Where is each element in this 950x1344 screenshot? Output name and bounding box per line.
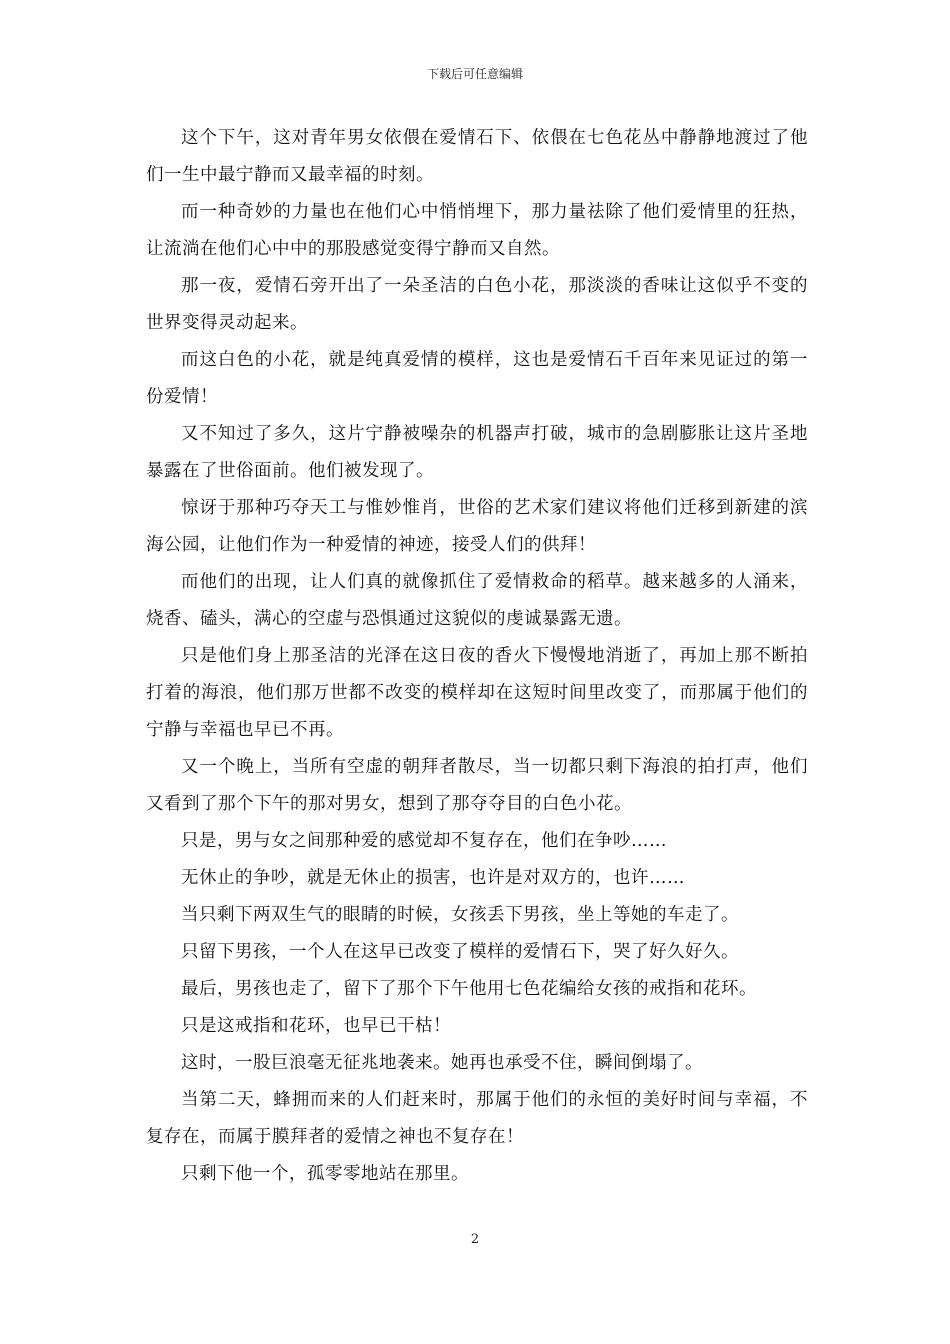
page-header: 下载后可任意编辑 <box>426 67 523 81</box>
paragraph: 无休止的争吵，就是无休止的损害，也许是对双方的，也许…… <box>181 868 685 888</box>
paragraph: 这个下午，这对青年男女依偎在爱情石下、依偎在七色花丛中静静地渡过了他们一生中最宁静而又最幸福的时刻。 <box>146 128 808 185</box>
paragraph: 而一种奇妙的力量也在他们心中悄悄埋下，那力量祛除了他们爱情里的狂热，让流淌在他们心中中的那股感觉变得宁静而又自然。 <box>146 202 808 259</box>
document-body <box>146 120 808 1193</box>
paragraph: 只是，男与女之间那种爱的感觉却不复存在，他们在争吵…… <box>181 831 667 851</box>
paragraph: 又一个晚上，当所有空虚的朝拜者散尽，当一切都只剩下海浪的拍打声，他们又看到了那个下午的那对男女，想到了那夺夺目的白色小花。 <box>146 757 808 814</box>
paragraph: 这时，一股巨浪毫无征兆地袭来。她再也承受不住，瞬间倒塌了。 <box>181 1053 703 1073</box>
paragraph: 那一夜，爱情石旁开出了一朵圣洁的白色小花，那淡淡的香味让这似乎不变的世界变得灵动起来。 <box>146 276 808 333</box>
paragraph: 又不知过了多久，这片宁静被噪杂的机器声打破，城市的急剧膨胀让这片圣地暴露在了世俗面前。他们被发现了。 <box>146 424 808 481</box>
paragraph: 只留下男孩，一个人在这早已改变了模样的爱情石下，哭了好久好久。 <box>181 942 739 962</box>
page-number: 2 <box>470 1232 480 1247</box>
paragraph: 而他们的出现，让人们真的就像抓住了爱情救命的稻草。越来越多的人涌来，烧香、磕头，满心的空虚与恐惧通过这貌似的虔诚暴露无遗。 <box>146 572 808 629</box>
paragraph: 而这白色的小花，就是纯真爱情的模样，这也是爱情石千百年来见证过的第一份爱情！ <box>146 350 808 407</box>
paragraph: 只是他们身上那圣洁的光泽在这日夜的香火下慢慢地消逝了，再加上那不断拍打着的海浪，他们那万世都不改变的模样却在这短时间里改变了，而那属于他们的宁静与幸福也早已不再。 <box>146 646 808 740</box>
paragraph: 只剩下他一个，孤零零地站在那里。 <box>181 1164 469 1184</box>
paragraph: 当只剩下两双生气的眼睛的时候，女孩丢下男孩，坐上等她的车走了。 <box>181 905 739 925</box>
paragraph: 当第二天，蜂拥而来的人们赶来时，那属于他们的永恒的美好时间与幸福，不复存在，而属于膜拜者的爱情之神也不复存在！ <box>146 1090 808 1147</box>
paragraph: 惊讶于那种巧夺天工与惟妙惟肖，世俗的艺术家们建议将他们迁移到新建的滨海公园，让他们作为一种爱情的神迹，接受人们的供拜！ <box>146 498 808 555</box>
paragraph: 最后，男孩也走了，留下了那个下午他用七色花编给女孩的戒指和花环。 <box>181 979 757 999</box>
paragraph: 只是这戒指和花环，也早已干枯！ <box>181 1016 451 1036</box>
